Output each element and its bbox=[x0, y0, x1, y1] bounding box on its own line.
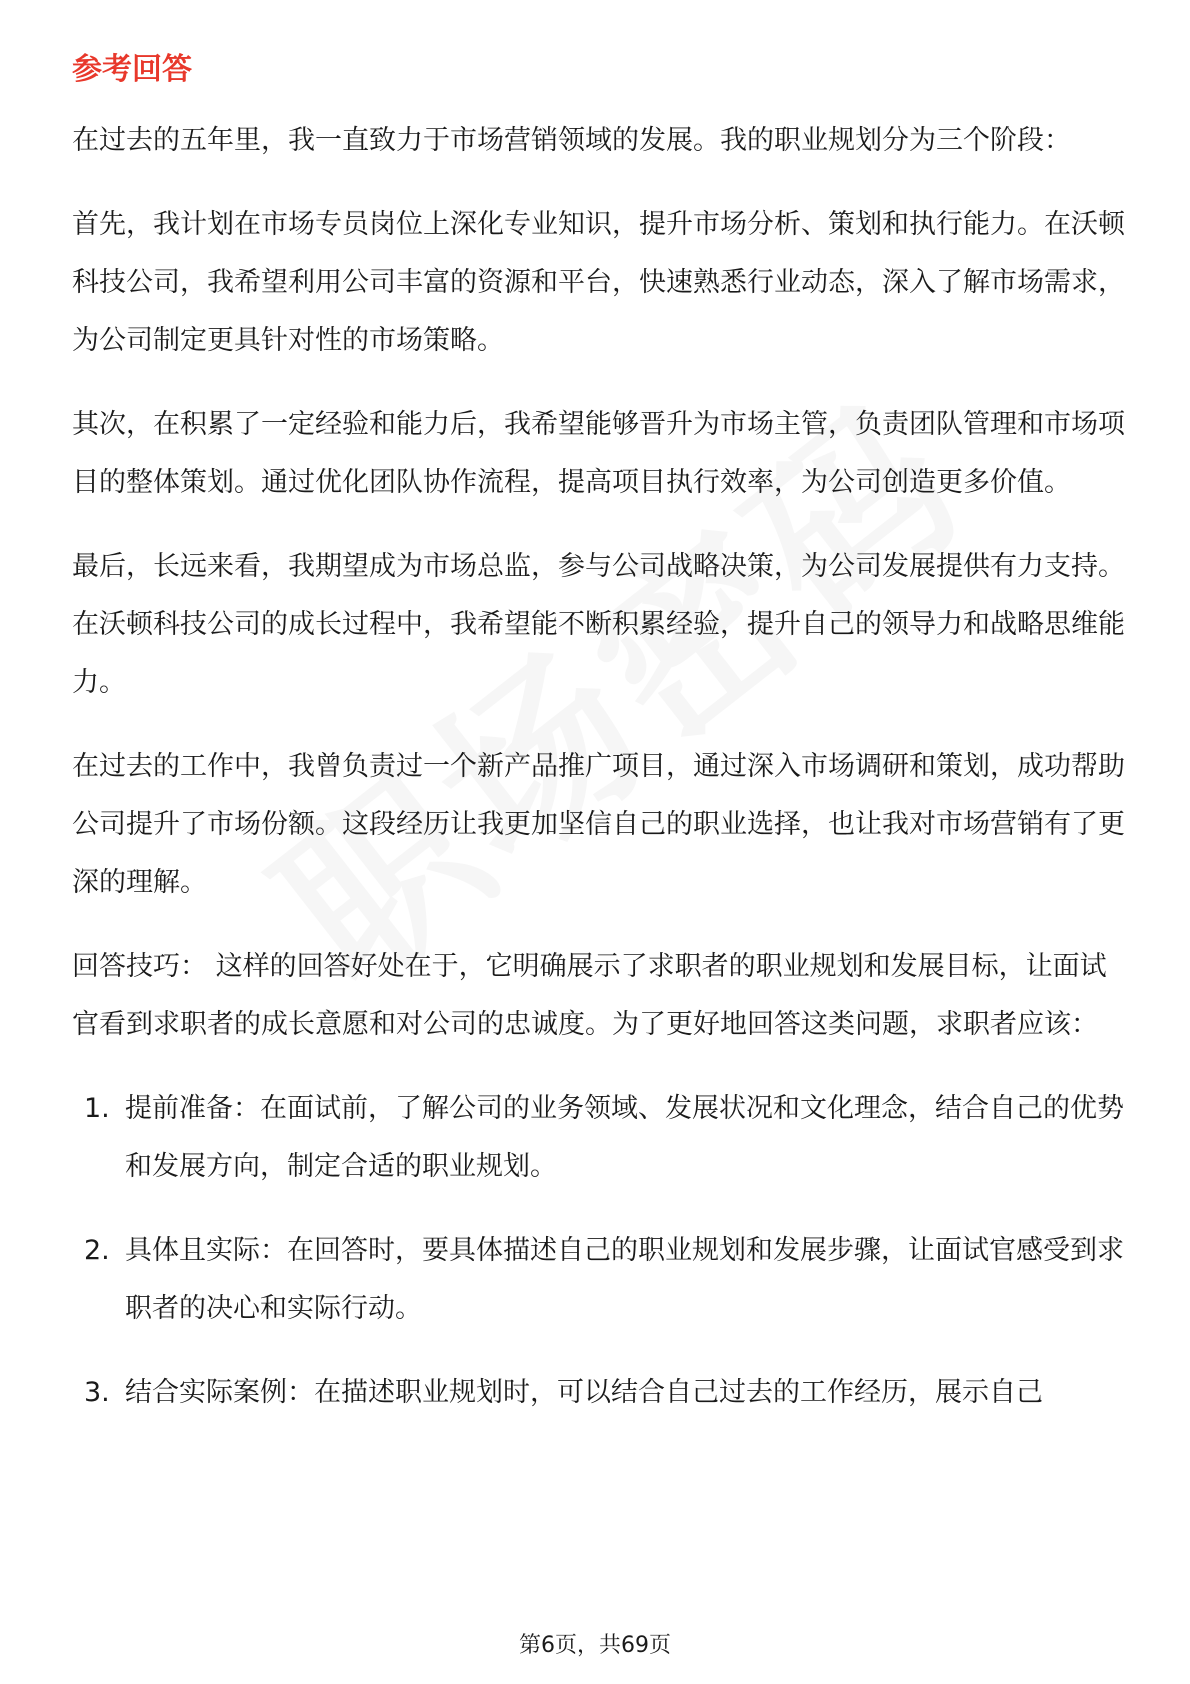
list-item bbox=[72, 1364, 1132, 1422]
list-item bbox=[72, 1222, 1132, 1338]
section-heading: 参考回答 bbox=[72, 52, 192, 87]
paragraph-past-experience: 在过去的工作中，我曾负责过一个新产品推广项目，通过深入市场调研和策划，成功帮助公司提升了市场份额。这段经历让我更加坚信自己的职业选择，也让我对市场营销有了更深的理解。 bbox=[72, 751, 1125, 898]
paragraph-second-stage: 其次，在积累了一定经验和能力后，我希望能够晋升为市场主管，负责团队管理和市场项目的整体策划。通过优化团队协作流程，提高项目执行效率，为公司创造更多价值。 bbox=[72, 409, 1125, 498]
paragraph-intro: 在过去的五年里，我一直致力于市场营销领域的发展。我的职业规划分为三个阶段： bbox=[72, 125, 1071, 156]
list-text: 具体且实际：在回答时，要具体描述自己的职业规划和发展步骤，让面试官感受到求职者的决心和实际行动。 bbox=[125, 1235, 1124, 1324]
page-footer: 第6页，共69页 bbox=[519, 1633, 671, 1658]
paragraph-third-stage: 最后，长远来看，我期望成为市场总监，参与公司战略决策，为公司发展提供有力支持。在沃顿科技公司的成长过程中，我希望能不断积累经验，提升自己的领导力和战略思维能力。 bbox=[72, 551, 1125, 698]
paragraph-first-stage: 首先，我计划在市场专员岗位上深化专业知识，提升市场分析、策划和执行能力。在沃顿科技公司，我希望利用公司丰富的资源和平台，快速熟悉行业动态，深入了解市场需求，为公司制定更具针对性的市场策略。 bbox=[72, 209, 1125, 356]
list-text: 提前准备：在面试前，了解公司的业务领域、发展状况和文化理念，结合自己的优势和发展方向，制定合适的职业规划。 bbox=[125, 1093, 1124, 1182]
document-body bbox=[72, 48, 1132, 1448]
list-text: 结合实际案例：在描述职业规划时，可以结合自己过去的工作经历，展示自己 bbox=[125, 1377, 1043, 1408]
paragraph-answer-tips: 回答技巧： 这样的回答好处在于，它明确展示了求职者的职业规划和发展目标，让面试官看到求职者的成长意愿和对公司的忠诚度。为了更好地回答这类问题，求职者应该： bbox=[72, 951, 1107, 1040]
list-item bbox=[72, 1080, 1132, 1196]
list-number: 2. bbox=[84, 1235, 110, 1266]
list-number: 1. bbox=[84, 1093, 110, 1124]
list-number: 3. bbox=[84, 1377, 110, 1408]
tips-list bbox=[72, 1080, 1132, 1422]
